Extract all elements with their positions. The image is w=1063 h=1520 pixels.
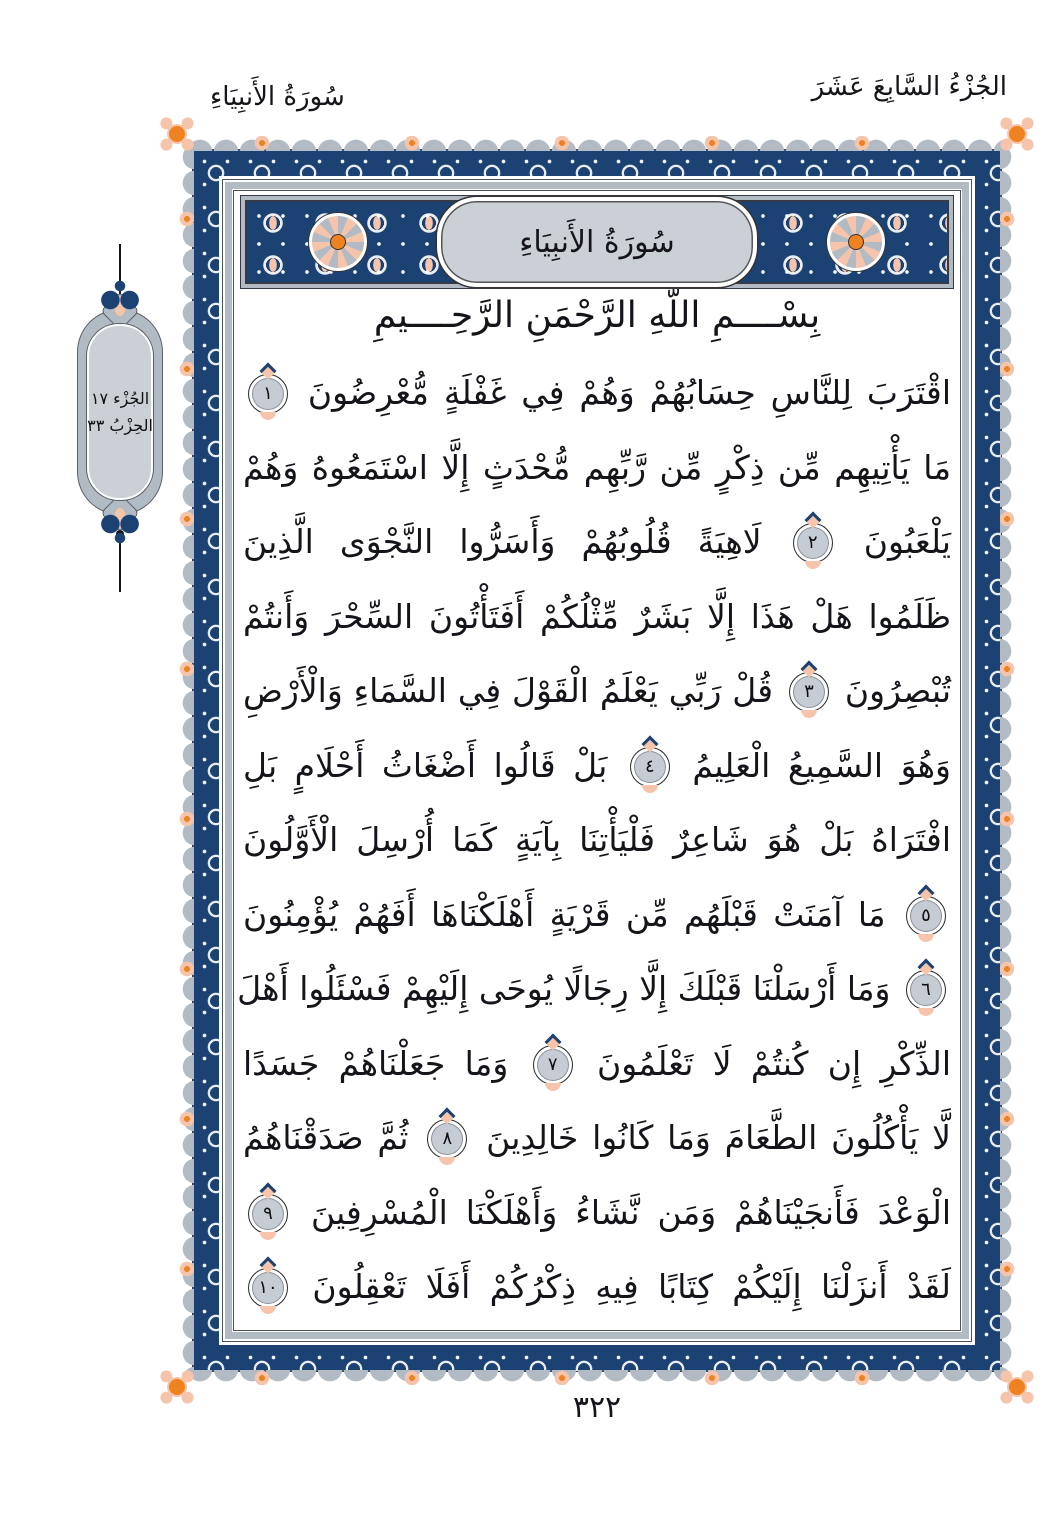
verse-line: [243, 580, 951, 655]
medallion-top-ornament-icon: [96, 280, 144, 322]
ayah-end-marker-icon: [248, 1194, 288, 1234]
verse-line: [243, 729, 951, 804]
verse-lines: [237, 356, 951, 1325]
corner-flower-icon: [166, 1376, 189, 1399]
ayah-text: الْوَعْدَ فَأَنجَيْنَاهُمْ وَمَن نَّشَاءُ وَأَهْلَكْنَا الْمُسْرِفِينَ: [310, 1192, 951, 1232]
ayah-text: يَلْعَبُونَ: [863, 522, 951, 561]
ayah-text: مَا يَأْتِيهِم مِّن ذِكْرٍ مِّن رَّبِّهِم مُّحْدَثٍ إِلَّا اسْتَمَعُوهُ وَهُمْ: [243, 447, 951, 487]
scallop-edge-left: [179, 144, 194, 1377]
ayah-end-marker-icon: [630, 747, 670, 787]
verse-line: [243, 356, 951, 431]
corner-flower-icon: [1006, 1376, 1029, 1399]
juz-header: الجُزْءُ السَّابِعَ عَشَرَ: [811, 72, 1007, 102]
ayah-text: ظَلَمُوا هَلْ هَذَا إِلَّا بَشَرٌ مِّثْلُكُمْ أَفَتَأْتُونَ السِّحْرَ وَأَنتُمْ: [243, 596, 951, 636]
ayah-text: افْتَرَاهُ بَلْ هُوَ شَاعِرٌ فَلْيَأْتِنَا بِآيَةٍ كَمَا أُرْسِلَ الْأَوَّلُونَ: [243, 820, 951, 859]
ayah-end-marker-icon: [906, 970, 946, 1010]
ayah-end-marker-icon: [906, 896, 946, 936]
verse-line: [243, 505, 951, 580]
medallion-bottom-ornament-icon: [96, 502, 144, 544]
ayah-text: تُبْصِرُونَ: [844, 671, 951, 710]
verse-line: [243, 878, 951, 953]
verse-line: [243, 1101, 951, 1176]
ayah-text: وَمَا أَرْسَلْنَا قَبْلَكَ إِلَّا رِجَالًا يُوحَى إِلَيْهِمْ فَسْئَلُوا أَهْلَ: [237, 969, 891, 1008]
ayah-text: مَا آمَنَتْ قَبْلَهُم مِّن قَرْيَةٍ أَهْلَكْنَاهَا أَفَهُمْ يُؤْمِنُونَ: [243, 894, 886, 934]
ayah-text: قُلْ رَبِّي يَعْلَمُ الْقَوْلَ فِي السَّمَاءِ وَالْأَرْضِ: [243, 671, 774, 710]
ayah-end-marker-icon: [248, 374, 288, 414]
verse-line: [243, 803, 951, 878]
ayah-text: لَاهِيَةً قُلُوبُهُمْ وَأَسَرُّوا النَّجْوَى الَّذِينَ: [243, 522, 762, 561]
ayah-end-marker-icon: [533, 1045, 573, 1085]
scallop-edge-top: [187, 136, 1007, 151]
verse-line: [237, 952, 951, 1027]
ayah-text: وَمَا جَعَلْنَاهُمْ جَسَدًا: [243, 1043, 509, 1083]
ayah-text: لَقَدْ أَنزَلْنَا إِلَيْكُمْ كِتَابًا فِيهِ ذِكْرُكُمْ أَفَلَا تَعْقِلُونَ: [312, 1267, 951, 1306]
hizb-number-label: الحِزْبُ ٣٣: [87, 416, 153, 435]
ayah-number: ٣: [804, 681, 814, 702]
ornamental-border-frame: [193, 150, 1001, 1371]
corner-flower-icon: [1006, 123, 1029, 146]
scallop-edge-bottom: [187, 1370, 1007, 1385]
ayah-text: بَلْ قَالُوا أَضْغَاثُ أَحْلَامٍ بَلِ: [243, 745, 608, 785]
ayah-number: ٩: [263, 1202, 273, 1224]
ayah-end-marker-icon: [248, 1268, 288, 1308]
verse-line: [243, 654, 951, 729]
ayah-number: ٨: [442, 1128, 453, 1149]
bismillah: بِسْــــمِ اللَّهِ الرَّحْمَنِ الرَّحِــــيمِ: [373, 294, 821, 336]
ayah-end-marker-icon: [789, 672, 829, 712]
verse-line: [243, 431, 951, 506]
ayah-number: ١: [263, 383, 273, 404]
corner-flower-icon: [166, 123, 189, 146]
rosette-icon: [309, 213, 367, 271]
surah-title-band: [245, 200, 949, 284]
verse-line: [243, 1176, 951, 1251]
ayah-number: ١٠: [258, 1277, 278, 1298]
ayah-text: لَّا يَأْكُلُونَ الطَّعَامَ وَمَا كَانُوا خَالِدِينَ: [486, 1118, 951, 1157]
ayah-number: ٥: [921, 904, 931, 926]
page-number: ٣٢٢: [572, 1390, 622, 1425]
ayah-number: ٢: [807, 532, 818, 553]
verse-line: [243, 1250, 951, 1325]
surah-title: سُورَةُ الأَنبِيَاءِ: [519, 224, 675, 260]
juz-hizb-medallion: [73, 278, 167, 546]
medallion-label-area: [87, 324, 153, 500]
surah-header: سُورَةُ الأَنبِيَاءِ: [210, 82, 345, 112]
page-content-area: [219, 176, 975, 1345]
ayah-text: اقْتَرَبَ لِلنَّاسِ حِسَابُهُمْ وَهُمْ فِي غَفْلَةٍ مُّعْرِضُونَ: [307, 373, 951, 412]
ayah-text: وَهُوَ السَّمِيعُ الْعَلِيمُ: [692, 745, 951, 785]
ayah-number: ٦: [921, 979, 931, 1000]
ayah-end-marker-icon: [427, 1119, 467, 1159]
juz-number-label: الجُزْء ١٧: [90, 389, 150, 408]
surah-title-cartouche: [437, 197, 757, 287]
rosette-icon: [827, 213, 885, 271]
ayah-number: ٧: [547, 1053, 558, 1075]
ayah-text: الذِّكْرِ إِن كُنتُمْ لَا تَعْلَمُونَ: [596, 1043, 951, 1083]
verse-line: [243, 1027, 951, 1102]
scallop-edge-right: [1000, 144, 1015, 1377]
ayah-end-marker-icon: [793, 523, 833, 563]
ayah-text: ثُمَّ صَدَقْنَاهُمُ: [243, 1118, 409, 1157]
ayah-number: ٤: [645, 755, 655, 777]
